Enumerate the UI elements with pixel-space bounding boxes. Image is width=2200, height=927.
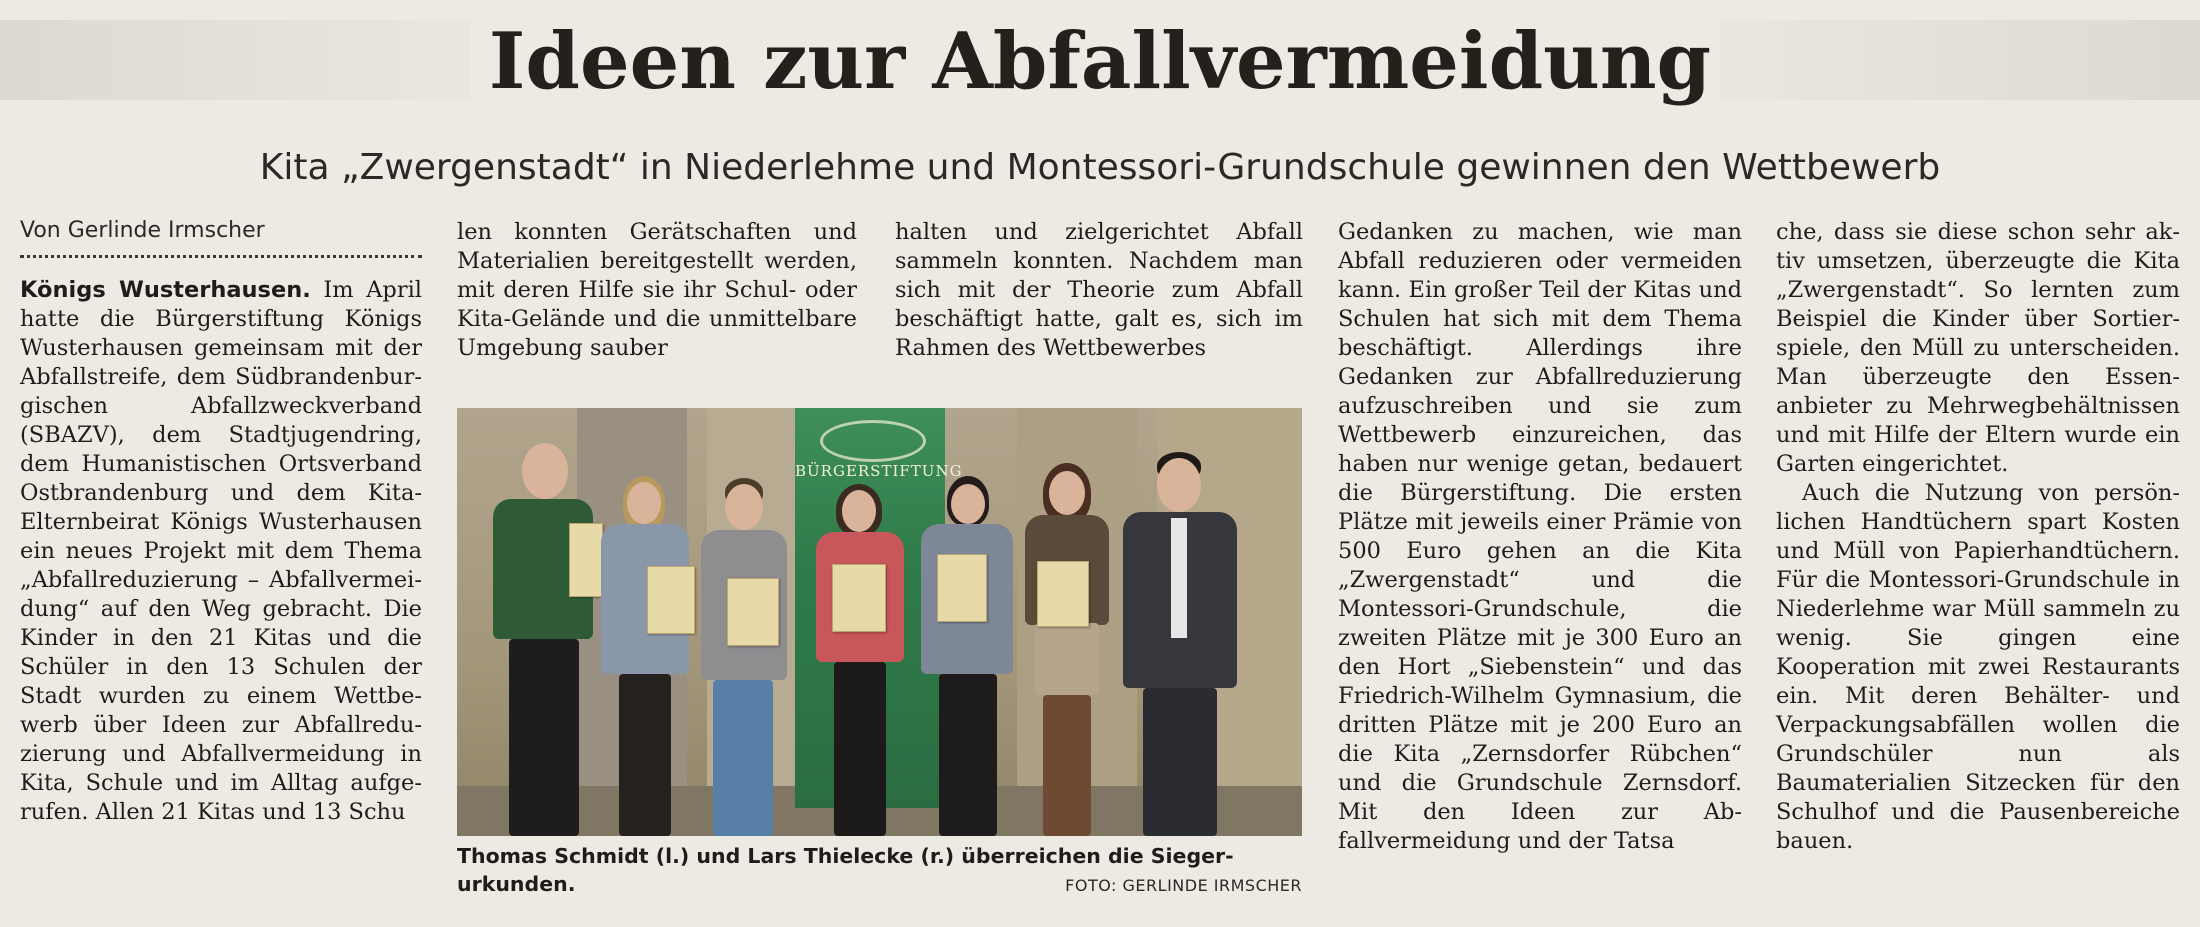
certificate — [1037, 561, 1089, 627]
certificate — [647, 566, 695, 634]
person-7 — [1117, 452, 1242, 836]
certificate — [832, 564, 886, 632]
column-2-text: len konnten Gerätschaften und Materialien bereitgestellt werden, mit deren Hilfe sie ihr Schul- oder Kita-Gelände und die unmittelbare Umgebung sauber — [457, 219, 857, 361]
photo-credit: FOTO: GERLINDE IRMSCHER — [1065, 876, 1302, 895]
column-5-paragraph-1: che, dass sie diese schon sehr aktiv umsetzen, überzeugte die Kita „Zwergenstadt“. So lernten zum Beispiel die Kinder über Sortierspiele, den Müll zu unterscheiden. Man überzeugte den Essenanbieter zu Mehrwegbehältnissen und mit Hilfe der Eltern wurde ein Garten eingerichtet. — [1776, 219, 2180, 477]
article-subheadline: Kita „Zwergenstadt“ in Niederlehme und Montessori-Grundschule gewinnen den Wettbewerb — [259, 147, 1941, 188]
column-1-text: Im April hatte die Bürgerstiftung Königs Wusterhausen gemeinsam mit der Abfallstreife, dem Südbrandenburgischen Abfallzweckverband (SBAZV), dem Stadtjugendring, dem Humanistischen Ortsverband Ostbrandenburg und dem Kita-Elternbeirat Königs Wusterhausen ein neues Projekt mit dem Thema „Abfallreduzierung – Abfallvermeidung“ auf den Weg gebracht. Die Kinder in den 21 Kitas und die Schüler in den 13 Schulen der Stadt wurden zu einem Wettbewerb über Ideen zur Abfallreduzierung und Abfallvermeidung in Kita, Schule und im Alltag aufgerufen. Allen 21 Kitas und 13 Schu — [20, 277, 422, 825]
column-5-paragraph-2: Auch die Nutzung von persönlichen Handtüchern spart Kosten und Müll von Papierhandtüchern. Für die Montessori-Grundschule in Niederlehme war Müll sammeln zu wenig. Sie gingen eine Kooperation mit zwei Restaurants ein. Mit deren Behälter- und Verpackungsabfällen wollen die Grundschüler nun als Baumaterialien Sitzecken für den Schulhof und die Pausenbereiche bauen. — [1776, 480, 2180, 854]
dateline: Königs Wusterhausen. — [20, 277, 311, 303]
person-2 — [597, 476, 692, 836]
certificate — [937, 554, 987, 622]
article-column-4 — [1338, 218, 1742, 856]
banner-text: BÜRGERSTIFTUNG — [795, 462, 963, 480]
foundation-logo-icon — [820, 420, 926, 462]
byline: Von Gerlinde Irmscher — [20, 218, 265, 243]
article-column-2 — [457, 218, 857, 363]
column-4-text: Gedanken zu machen, wie man Abfall reduzieren oder vermeiden kann. Ein großer Teil der Kitas und Schulen hat sich mit dem Thema beschäftigt. Allerdings ihre Gedanken zur Abfallreduzierung aufzuschreiben und sie zum Wettbewerb einzureichen, das haben nur wenige getan, bedauert die Bürgerstiftung. Die ersten Plätze mit jeweils einer Prämie von 500 Euro gehen an die Kita „Zwergenstadt“ und die Montessori-Grundschule, die zweiten Plätze mit je 300 Euro an den Hort „Siebenstein“ und das Friedrich-Wilhelm Gymnasium, die dritten Plätze mit je 200 Euro an die Kita „Zernsdorfer Rübchen“ und die Grundschule Zernsdorf. Mit den Ideen zur Abfallvermeidung und der Tatsa — [1338, 219, 1742, 854]
person-5 — [917, 476, 1017, 836]
article-headline: Ideen zur Abfallvermeidung — [488, 16, 1712, 107]
byline-divider — [20, 255, 422, 258]
person-3 — [697, 478, 792, 836]
column-3-text: halten und zielgerichtet Abfall sammeln konnten. Nachdem man sich mit der Theorie zum Abfall beschäftigt hatte, galt es, sich im Rahmen des Wettbewerbes — [895, 219, 1303, 361]
article-column-1 — [20, 276, 422, 827]
person-4 — [812, 484, 907, 836]
person-1 — [487, 443, 597, 836]
article-column-5 — [1776, 218, 2180, 856]
certificate — [727, 578, 779, 646]
person-6 — [1017, 463, 1117, 836]
article-column-3 — [895, 218, 1303, 363]
photo-caption: Thomas Schmidt (l.) und Lars Thielecke (r.) überreichen die Siegerurkunden. — [457, 844, 1234, 896]
award-photo — [457, 408, 1302, 836]
